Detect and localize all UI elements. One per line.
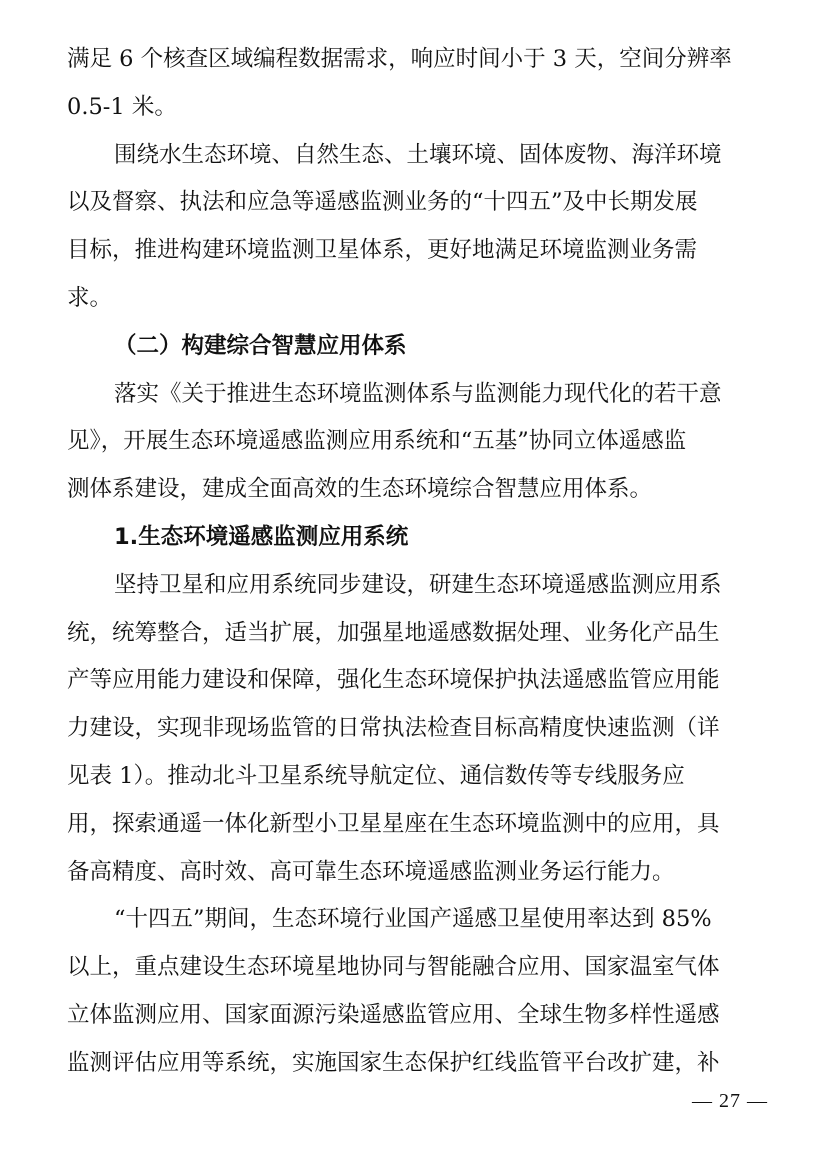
body-text-line: 目标，推进构建环境监测卫星体系，更好地满足环境监测业务需 <box>67 237 698 264</box>
body-text-line: 监测评估应用等系统，实施国家生态保护红线监管平台改扩建，补 <box>67 1049 720 1076</box>
section-heading: （二）构建综合智慧应用体系 <box>114 332 407 359</box>
body-text-line: 用，探索通遥一体化新型小卫星星座在生态环境监测中的应用，具 <box>67 810 720 837</box>
body-text-line: 以及督察、执法和应急等遥感监测业务的“十四五”及中长期发展 <box>67 189 698 216</box>
paragraph-first-line: “十四五”期间，生态环境行业国产遥感卫星使用率达到 85% <box>114 906 712 933</box>
body-text-line: 备高精度、高时效、高可靠生态环境遥感监测业务运行能力。 <box>67 858 675 885</box>
body-text-line: 统，统筹整合，适当扩展，加强星地遥感数据处理、业务化产品生 <box>67 619 720 646</box>
paragraph-first-line: 落实《关于推进生态环境监测体系与监测能力现代化的若干意 <box>114 380 722 407</box>
body-text-line: 见表 1）。推动北斗卫星系统导航定位、通信数传等专线服务应 <box>67 762 685 789</box>
body-text-line: 力建设，实现非现场监管的日常执法检查目标高精度快速监测（详 <box>67 715 720 742</box>
subsection-heading: 1.生态环境遥感监测应用系统 <box>114 523 409 550</box>
body-text-line: 测体系建设，建成全面高效的生态环境综合智慧应用体系。 <box>67 476 653 503</box>
page-number: — 27 — <box>692 1090 768 1112</box>
body-text-line: 以上，重点建设生态环境星地协同与智能融合应用、国家温室气体 <box>67 954 720 981</box>
body-text-line: 立体监测应用、国家面源污染遥感监管应用、全球生物多样性遥感 <box>67 1001 720 1028</box>
body-text-line: 见》，开展生态环境遥感监测应用系统和“五基”协同立体遥感监 <box>67 428 687 455</box>
body-text-line: 0.5-1 米。 <box>67 93 177 120</box>
paragraph-first-line: 围绕水生态环境、自然生态、土壤环境、固体废物、海洋环境 <box>114 141 722 168</box>
body-text-line: 求。 <box>67 284 113 311</box>
body-text-line: 满足 6 个核查区域编程数据需求，响应时间小于 3 天，空间分辨率 <box>67 46 732 72</box>
body-text-line: 产等应用能力建设和保障，强化生态环境保护执法遥感监管应用能 <box>67 667 720 694</box>
paragraph-first-line: 坚持卫星和应用系统同步建设，研建生态环境遥感监测应用系 <box>114 571 722 598</box>
